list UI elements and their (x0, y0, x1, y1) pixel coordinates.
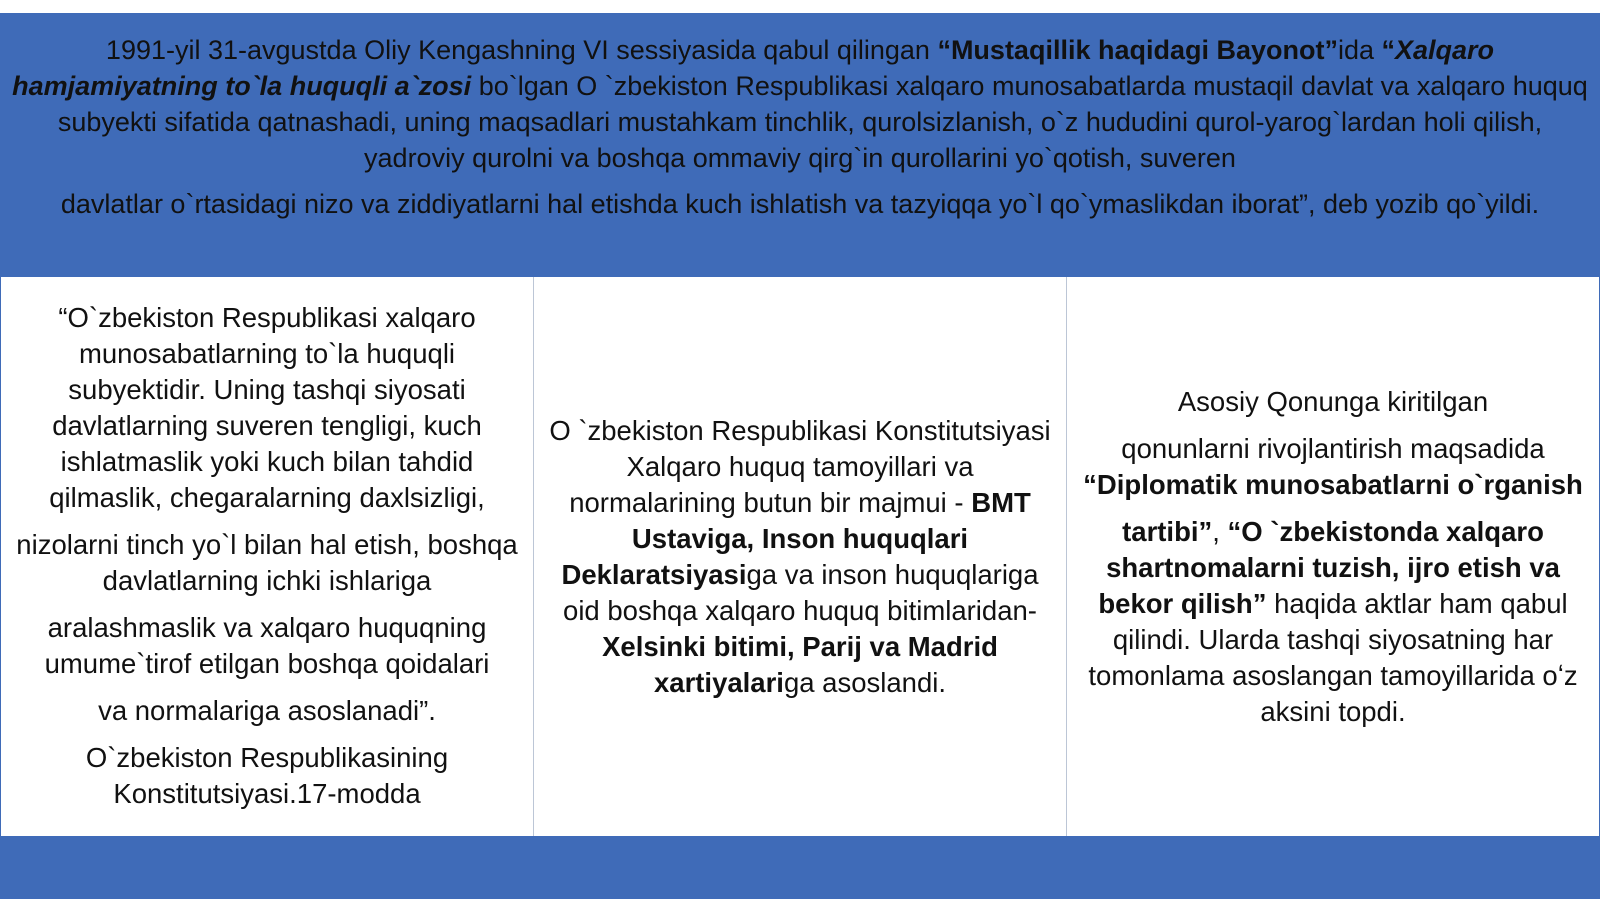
col3-bold-diplomatik: “Diplomatik munosabatlarni o`rganish (1083, 468, 1583, 500)
col1-paragraph-2: nizolarni tinch yo`l bilan hal etish, boshqa davlatlarning ichki ishlariga (16, 529, 518, 596)
col3-paragraph-1: Asosiy Qonunga kiritilgan (1177, 385, 1489, 417)
footer-band (0, 836, 1600, 899)
col3-text: haqida aktlar ham qabul qilindi. Ularda tashqi siyosatning har tomonlama asoslangan tamoyillarida oʻz aksini topdi. (1088, 587, 1578, 727)
header-text: bo`lgan O `zbekiston Respublikasi xalqaro munosabatlarda mustaqil davlat va xalqaro huquq subyekti sifatida qatnashadi, uning maqsadlari mustahkam tinchlik, qurolsizlanish, o`z hududini qurol-yarog`lardan holi qilish, yadroviy qurolni va boshqa ommaviy qirg`in qurollarini yo`qotish, suveren (57, 71, 1588, 173)
col1-paragraph-3: aralashmaslik va xalqaro huquqning umume`tirof etilgan boshqa qoidalari (44, 612, 490, 679)
three-column-table (0, 277, 1600, 836)
header-paragraph-2: davlatlar o`rtasidagi nizo va ziddiyatlarni hal etishda kuch ishlatish va tazyiqqa yo`l qo`ymaslikdan iborat”, deb yozib qo`yildi. (60, 189, 1540, 219)
column-constitution-article (1, 277, 533, 836)
col2-bold-bmt: BMT Ustaviga, Inson huquqlari Deklaratsiyasi (561, 486, 1031, 590)
col2-bold-xelsinki: Xelsinki bitimi, Parij va Madrid xartiyalari (602, 630, 998, 698)
top-strip (0, 0, 1600, 13)
column-diplomatic-acts (1066, 277, 1599, 836)
col2-text: ga asoslandi. (783, 666, 947, 698)
col3-bold-shartnoma: “O `zbekistonda xalqaro shartnomalarni tuzish, ijro etish va bekor qilish” (1098, 515, 1560, 619)
col3-bold-tartibi: tartibi” (1122, 515, 1213, 547)
col1-source-citation: O`zbekiston Respublikasining Konstitutsiyasi.17-modda (85, 742, 449, 809)
col1-paragraph-1: “O`zbekiston Respublikasi xalqaro munosabatlarning to`la huquqli subyektidir. Uning tashqi siyosati davlatlarning suveren tengligi, kuch ishlatmaslik yoki kuch bilan tahdid qilmaslik, chegaralarning daxlsizligi, (49, 302, 485, 513)
header-bold-italic-phrase: Xalqaro hamjamiyatning to`la huquqli a`zosi (12, 35, 1495, 101)
col3-paragraph-3 (1079, 514, 1587, 730)
column-international-law (533, 277, 1066, 836)
header-paragraph-1 (10, 32, 1590, 176)
header-bold-bayonot: “Mustaqillik haqidagi Bayonot” (937, 35, 1338, 65)
header-text: ida (1337, 35, 1382, 65)
col1-paragraph-4: va normalariga asoslanadi”. (98, 695, 436, 726)
col3-text: , (1212, 515, 1228, 547)
header-bold-quote: “ (1381, 35, 1396, 65)
header-banner (0, 13, 1600, 277)
col3-paragraph-2 (1079, 431, 1587, 503)
col2-text: ga va inson huquqlariga oid boshqa xalqaro huquq bitimlaridan- (563, 558, 1039, 626)
header-text: 1991-yil 31-avgustda Oliy Kengashning VI sessiyasida qabul qilingan (105, 35, 938, 65)
col2-text: O `zbekiston Respublikasi Konstitutsiyasi Xalqaro huquq tamoyillari va normalarining butun bir majmui - (549, 414, 1051, 518)
col3-text: qonunlarni rivojlantirish maqsadida (1121, 432, 1545, 464)
col2-paragraph (546, 413, 1054, 701)
